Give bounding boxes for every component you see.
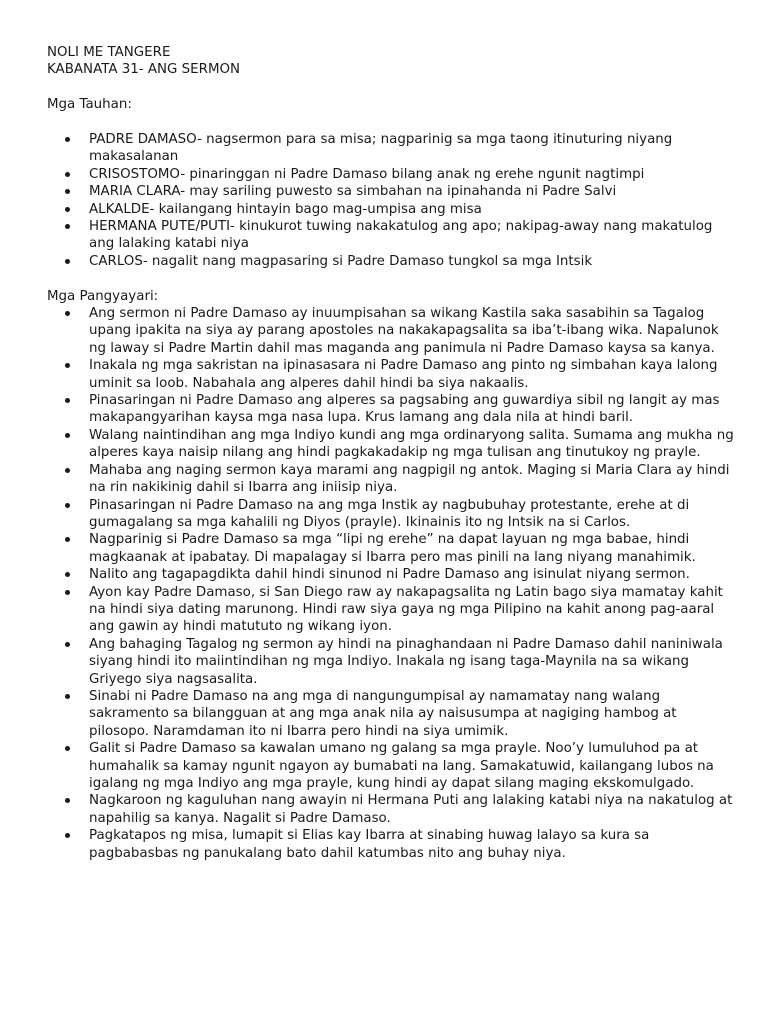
bullet-icon [65,694,70,699]
list-item [47,218,737,253]
spacer [47,79,737,96]
bullet-icon [65,398,70,403]
list-item [47,183,737,200]
list-item-text: Pinasaringan ni Padre Damaso na ang mga Instik ay nagbubuhay protestante, erehe at di gumagalang sa mga kahalili ng Diyos (prayle). Ikinainis ito ng Intsik na si Carlos. [89,497,690,530]
list-item [47,827,737,862]
list-item-text: Sinabi ni Padre Damaso na ang mga di nangungumpisal ay namamatay nang walang sakramento sa bilangguan at ang mga anak nila ay naisusumpa at nagiging hambog at pilosopo. Naramdaman ito ni Ibarra pero hindi na siya umimik. [89,688,677,739]
list-item [47,584,737,636]
list-item [47,201,737,218]
list-item [47,636,737,688]
list-item-text: Galit si Padre Damaso sa kawalan umano ng galang sa mga prayle. Noo’y lumuluhod pa at humahalik sa kamay ngunit ngayon ay bumabati na lang. Samakatuwid, kailangang lubos na igalang ng mga Indiyo ang mga prayle, kung hindi ay dapat silang maging ekskomulgado. [89,741,714,792]
list-item [47,688,737,740]
list-item-text: Inakala ng mga sakristan na ipinasasara ni Padre Damaso ang pinto ng simbahan kaya lalong uminit sa loob. Nabahala ang alperes dahil hindi ba siya nakaalis. [89,358,718,391]
bullet-icon [65,363,70,368]
chapter-title: KABANATA 31- ANG SERMON [47,62,241,78]
list-item-text: CRISOSTOMO- pinaringgan ni Padre Damaso bilang anak ng erehe ngunit nagtimpi [89,166,645,182]
bullet-icon [65,207,70,212]
bullet-icon [65,224,70,229]
bullet-icon [65,259,70,264]
tauhan-list [47,131,737,270]
bullet-icon [65,189,70,194]
document-title: NOLI ME TANGERE [47,45,171,60]
list-item-text: PADRE DAMASO- nagsermon para sa misa; nagparinig sa mga taong itinuturing niyang makasalanan [89,132,673,165]
list-item [47,305,737,357]
list-item [47,253,737,270]
bullet-icon [65,468,70,473]
list-item [47,166,737,183]
bullet-icon [65,798,70,803]
bullet-icon [65,503,70,508]
list-item [47,462,737,497]
list-item-text: Nagkaroon ng kaguluhan nang awayin ni Hermana Puti ang lalaking katabi niya na nakatulog at napahilig sa kanya. Nagalit si Padre Damaso. [89,793,733,826]
bullet-icon [65,590,70,595]
bullet-icon [65,537,70,542]
list-item-text: HERMANA PUTE/PUTI- kinukurot tuwing nakakatulog ang apo; nakipag-away nang makatulog ang lalaking katabi niya [89,219,713,252]
list-item [47,427,737,462]
list-item [47,740,737,792]
tauhan-heading: Mga Tauhan: [47,97,132,113]
spacer [47,270,737,287]
bullet-icon [65,172,70,177]
list-item-text: Pagkatapos ng misa, lumapit si Elias kay Ibarra at sinabing huwag lalayo sa kura sa pagbabasbas ng panukalang bato dahil katumbas nito ang buhay niya. [89,828,650,861]
pangyayari-heading: Mga Pangyayari: [47,288,159,304]
list-item [47,531,737,566]
list-item [47,392,737,427]
list-item-text: Ang sermon ni Padre Damaso ay inuumpisahan sa wikang Kastila saka sasabihin sa Tagalog upang ipakita na siya ay parang apostoles na nakakapagsalita sa iba’t-ibang wika. Napalunok ng laway si Padre Martin dahil mas maganda ang panimula ni Padre Damaso kaysa sa kanya. [89,306,719,356]
bullet-icon [65,833,70,838]
list-item-text: Ang bahaging Tagalog ng sermon ay hindi na pinaghandaan ni Padre Damaso dahil naniniwala siyang hindi ito maiintindihan ng mga Indiyo. Inakala ng isang taga-Maynila na sa wikang Griyego siya nagsasalita. [89,636,723,687]
list-item-text: Nalito ang tagapagdikta dahil hindi sinunod ni Padre Damaso ang isinulat niyang sermon. [89,567,690,583]
bullet-icon [65,746,70,751]
list-item [47,566,737,583]
list-item-text: Walang naintindihan ang mga Indiyo kundi ang mga ordinaryong salita. Sumama ang mukha ng alperes kaya naisip nilang ang hindi pagkakadakip ng mga tulisan ang tinutukoy ng prayle. [89,427,734,461]
bullet-icon [65,642,70,647]
bullet-icon [65,137,70,142]
list-item [47,792,737,827]
list-item-text: Nagparinig si Padre Damaso sa mga “lipi ng erehe” na dapat layuan ng mga babae, hindi magkaanak at ipabatay. Di mapalagay si Ibarra pero mas pinili na lang niyang manahimik. [89,532,696,565]
bullet-icon [65,572,70,577]
list-item-text: Mahaba ang naging sermon kaya marami ang nagpigil ng antok. Maging si Maria Clara ay hindi na rin nakikinig dahil si Ibarra ang iniisip niya. [89,462,730,496]
bullet-icon [65,311,70,316]
list-item-text: MARIA CLARA- may sariling puwesto sa simbahan na ipinahanda ni Padre Salvi [89,184,617,200]
bullet-icon [65,433,70,438]
list-item [47,131,737,166]
list-item [47,357,737,392]
list-item-text: Pinasaringan ni Padre Damaso ang alperes sa pagsabing ang guwardiya sibil ng langit ay mas makapangyarihan kaysa mga nasa lupa. Krus lamang ang dala nila at hindi baril. [89,393,720,426]
document-page [47,44,737,862]
list-item [47,497,737,532]
list-item-text: CARLOS- nagalit nang magpasaring si Padre Damaso tungkol sa mga Intsik [89,253,593,269]
list-item-text: ALKALDE- kailangang hintayin bago mag-umpisa ang misa [89,201,482,217]
list-item-text: Ayon kay Padre Damaso, si San Diego raw ay nakapagsalita ng Latin bago siya mamatay kahit na hindi siya dating marunong. Hindi raw siya gaya ng mga Pilipino na kahit anong pag-aaral ang gawin ay hindi matututo ng wikang iyon. [89,584,723,635]
pangyayari-list [47,305,737,862]
